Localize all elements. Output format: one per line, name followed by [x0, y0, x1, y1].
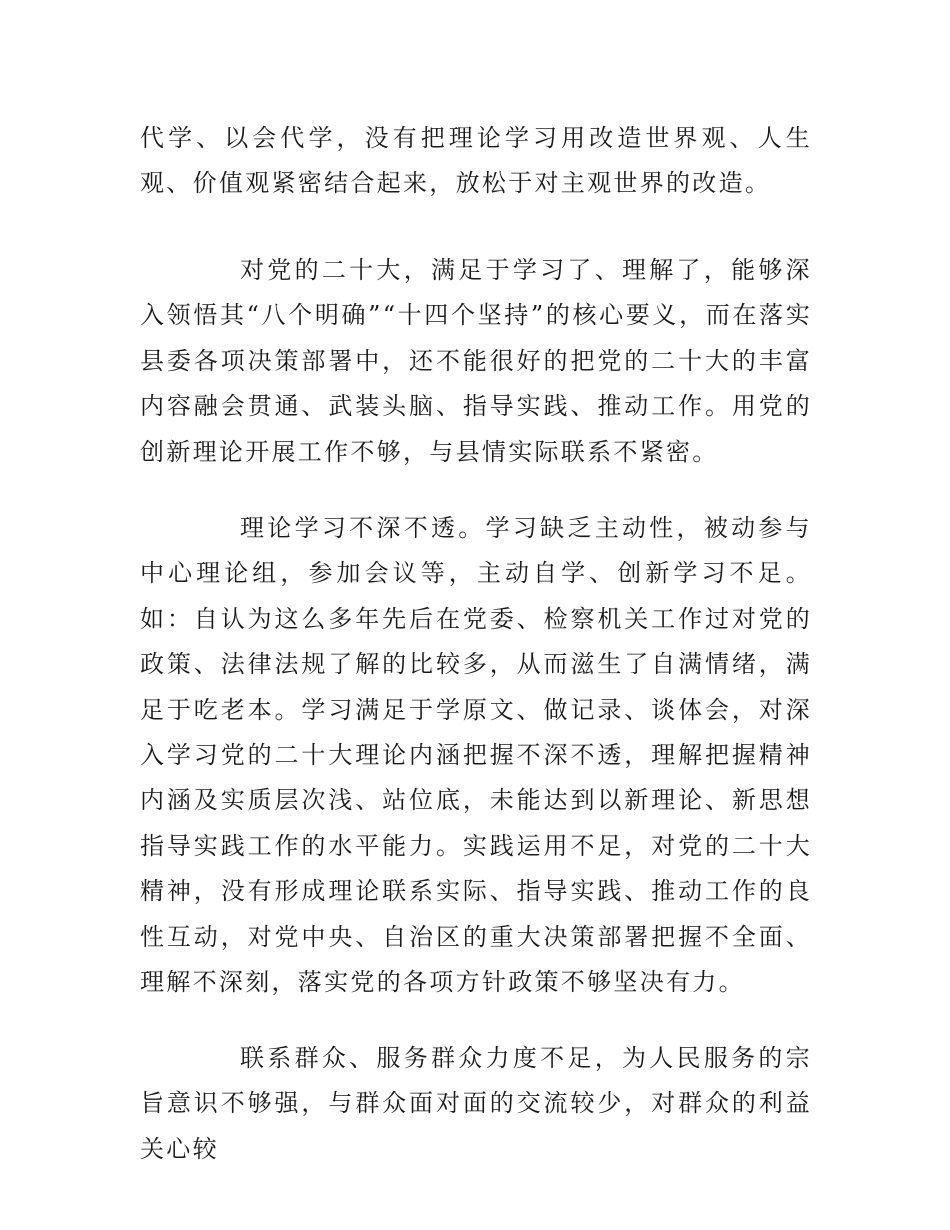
paragraph-theory-study: 理论学习不深不透。学习缺乏主动性，被动参与中心理论组，参加会议等，主动自学、创新学习不足。如：自认为这么多年先后在党委、检察机关工作过对党的政策、法律法规了解的比较多，从而滋生了自满情绪，满足于吃老本。学习满足于学原文、做记录、谈体会，对深入学习党的二十大理论内涵把握不深不透，理解把握精神内涵及实质层次浅、站位底，未能达到以新理论、新思想指导实践工作的水平能力。实践运用不足，对党的二十大精神，没有形成理论联系实际、指导实践、推动工作的良性互动，对党中央、自治区的重大决策部署把握不全面、理解不深刻，落实党的各项方针政策不够坚决有力。 — [140, 514, 812, 997]
paragraph-party-congress: 对党的二十大，满足于学习了、理解了，能够深入领悟其“八个明确”“十四个坚持”的核心要义，而在落实县委各项决策部署中，还不能很好的把党的二十大的丰富内容融会贯通、武装头脑、指导实践、推动工作。用党的创新理论开展工作不够，与县情实际联系不紧密。 — [140, 256, 812, 466]
paragraph-serving-masses: 联系群众、服务群众力度不足，为人民服务的宗旨意识不够强，与群众面对面的交流较少，对群众的利益关心较 — [140, 1044, 812, 1163]
paragraph-continuation: 代学、以会代学，没有把理论学习用改造世界观、人生观、价值观紧密结合起来，放松于对主观世界的改造。 — [140, 124, 812, 198]
